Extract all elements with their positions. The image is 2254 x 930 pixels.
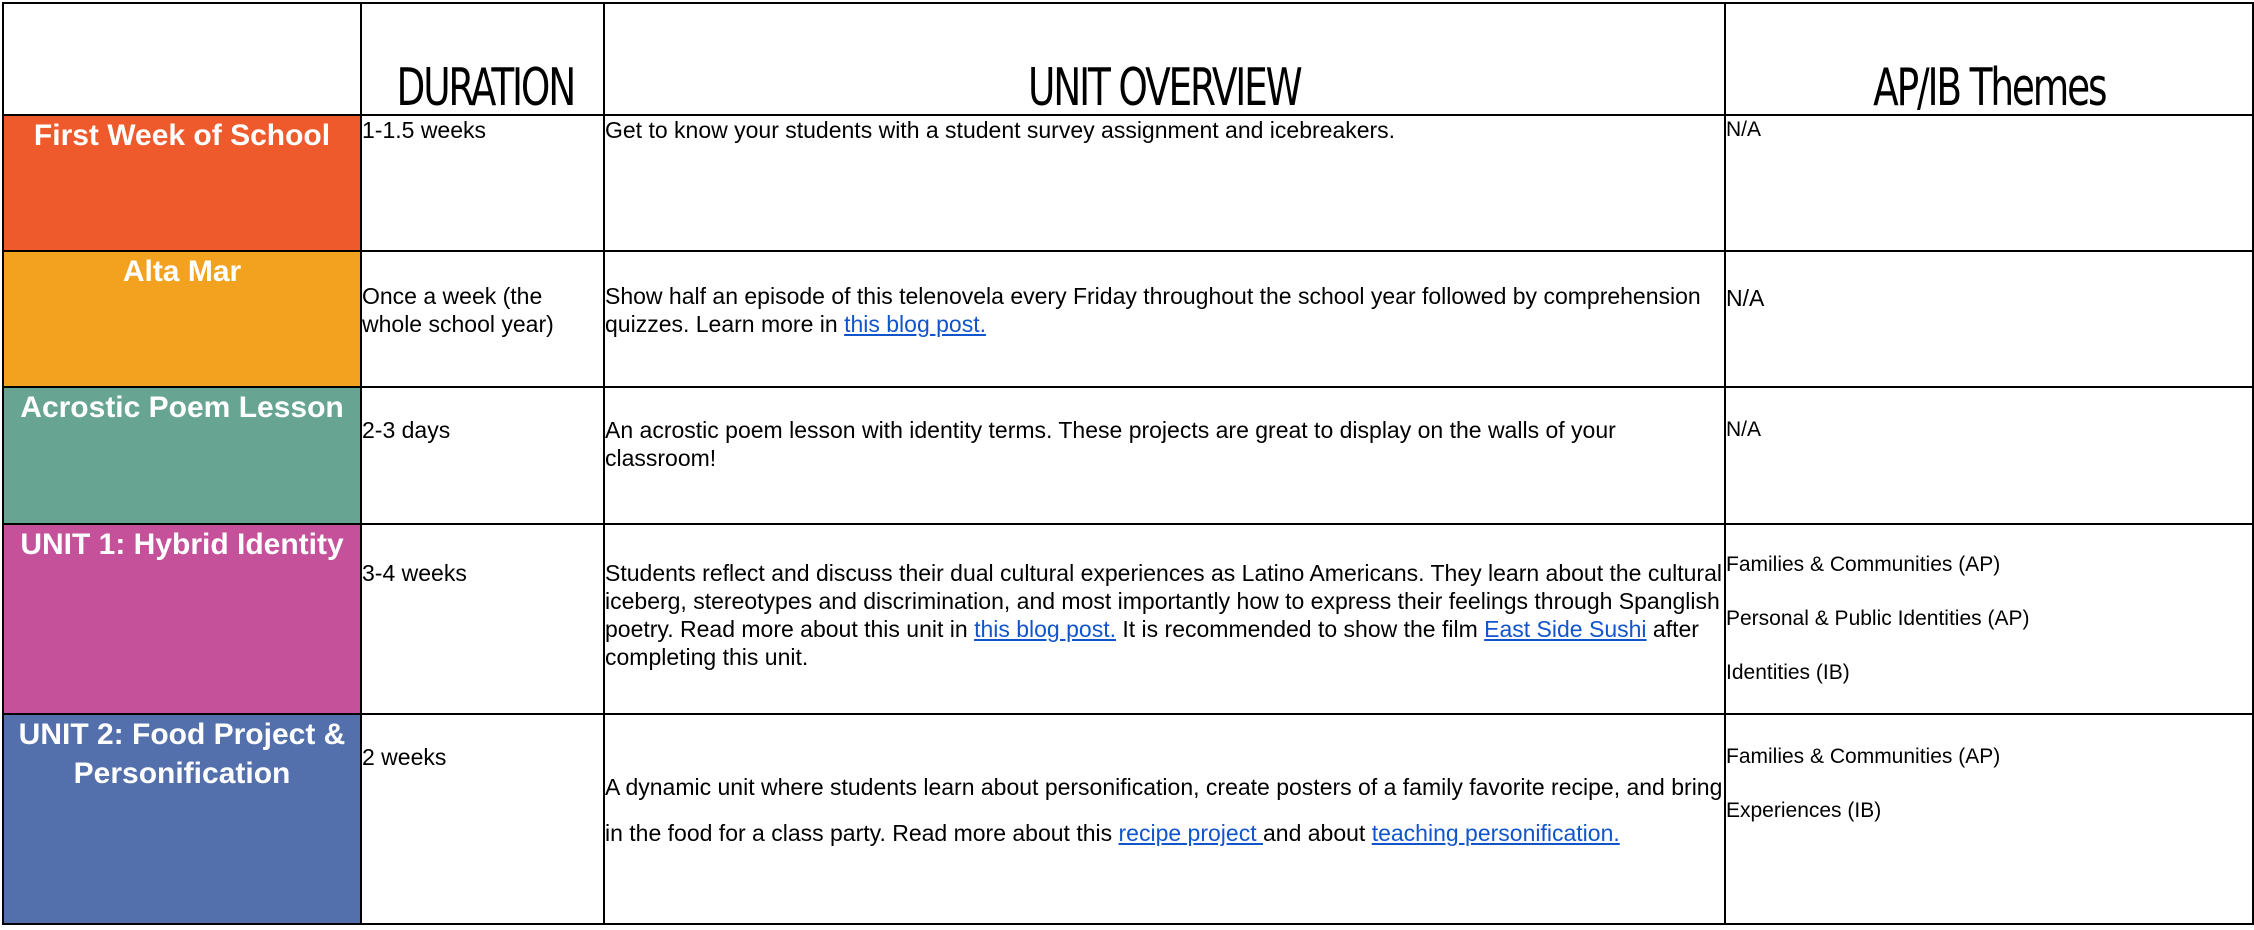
duration-text: 1-1.5 weeks xyxy=(362,117,487,143)
overview-text: after completing this unit. xyxy=(605,616,1699,670)
theme-item: N/A xyxy=(1726,118,1762,141)
header-blank-cell xyxy=(3,3,361,115)
duration-text: 2-3 days xyxy=(362,417,451,443)
header-row xyxy=(3,3,2253,115)
overview-text: Get to know your students with a student survey assignment and icebreakers. xyxy=(605,117,1396,143)
table-row xyxy=(3,387,2253,524)
overview-text: Students reflect and discuss their dual cultural experiences as Latino Americans. They learn about the cultural iceberg, stereotypes and discrimination, and most importantly how to express their feelings through Spanglish poetry. Read more about this unit in xyxy=(605,560,1722,642)
header-unit-overview: UNIT OVERVIEW xyxy=(604,3,1725,115)
header-duration: DURATION xyxy=(361,3,604,115)
duration-text: Once a week (the whole school year) xyxy=(362,283,554,337)
overview-text: A dynamic unit where students learn about personification, create posters of a family favorite recipe, and bring in the food for a class party. Read more about this xyxy=(605,774,1723,846)
recipe-project-link[interactable]: recipe project xyxy=(1118,820,1263,846)
teaching-personification-link[interactable]: teaching personification. xyxy=(1371,820,1620,846)
unit-name: UNIT 2: Food Project & Personification xyxy=(18,718,346,790)
duration-cell xyxy=(361,524,604,714)
theme-item: Families & Communities (AP) xyxy=(1726,553,2001,576)
unit-cell-unit2 xyxy=(3,714,361,924)
table-row xyxy=(3,115,2253,251)
theme-item: Personal & Public Identities (AP) xyxy=(1726,607,2030,630)
duration-cell xyxy=(361,387,604,524)
blog-post-link[interactable]: this blog post. xyxy=(974,616,1116,642)
themes-cell xyxy=(1725,714,2253,924)
curriculum-table xyxy=(2,2,2254,925)
theme-item: Families & Communities (AP) xyxy=(1726,745,2001,768)
duration-text: 3-4 weeks xyxy=(362,560,467,586)
table-row xyxy=(3,714,2253,924)
unit-cell-alta-mar xyxy=(3,251,361,387)
themes-cell xyxy=(1725,251,2253,387)
duration-cell xyxy=(361,714,604,924)
themes-cell xyxy=(1725,387,2253,524)
east-side-sushi-link[interactable]: East Side Sushi xyxy=(1484,616,1647,642)
unit-cell-unit1 xyxy=(3,524,361,714)
overview-text: and about xyxy=(1262,820,1372,846)
unit-name: Alta Mar xyxy=(122,255,242,288)
unit-name: UNIT 1: Hybrid Identity xyxy=(20,528,344,561)
unit-name: Acrostic Poem Lesson xyxy=(20,391,344,424)
overview-text: It is recommended to show the film xyxy=(1115,616,1485,642)
blog-post-link[interactable]: this blog post. xyxy=(844,311,986,337)
duration-cell xyxy=(361,251,604,387)
duration-text: 2 weeks xyxy=(362,744,447,770)
theme-item: N/A xyxy=(1726,285,1765,311)
duration-cell xyxy=(361,115,604,251)
themes-cell xyxy=(1725,524,2253,714)
header-ap-ib-themes: AP/IB Themes xyxy=(1725,3,2253,115)
themes-cell xyxy=(1725,115,2253,251)
overview-text: Show half an episode of this telenovela every Friday throughout the school year followed by comprehension quizzes. Learn more in xyxy=(605,283,1701,337)
overview-cell xyxy=(604,524,1725,714)
overview-text: An acrostic poem lesson with identity terms. These projects are great to display on the walls of your classroom! xyxy=(605,417,1616,471)
overview-cell xyxy=(604,251,1725,387)
theme-item: Identities (IB) xyxy=(1726,661,1850,684)
overview-cell xyxy=(604,387,1725,524)
unit-cell-acrostic xyxy=(3,387,361,524)
theme-item: Experiences (IB) xyxy=(1726,799,1882,822)
unit-name: First Week of School xyxy=(33,119,331,152)
table-row xyxy=(3,251,2253,387)
table-row xyxy=(3,524,2253,714)
overview-cell xyxy=(604,115,1725,251)
overview-cell xyxy=(604,714,1725,924)
theme-item: N/A xyxy=(1726,418,1762,441)
unit-cell-first-week xyxy=(3,115,361,251)
